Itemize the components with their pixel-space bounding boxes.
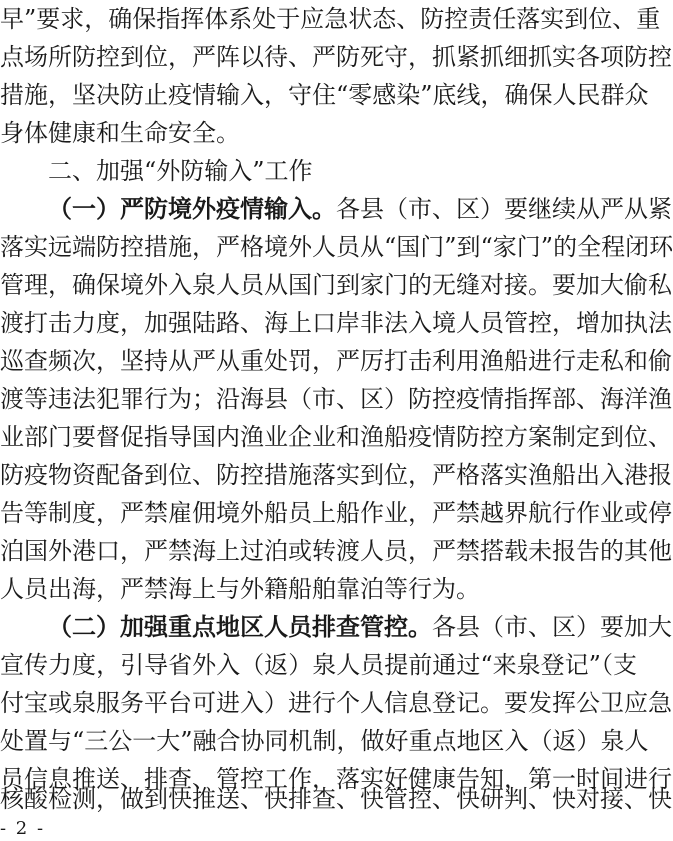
- paragraph-line: 措施，坚决防止疫情输入，守住“零感染”底线，确保人民群众: [0, 81, 649, 109]
- paragraph-line: 防疫物资配备到位、防控措施落实到位，严格落实渔船出入港报: [0, 461, 672, 489]
- subsection-text: 各县（市、区）要加大: [432, 613, 672, 641]
- paragraph-line: 早”要求，确保指挥体系处于应急状态、防控责任落实到位、重: [0, 5, 661, 33]
- paragraph-line: 人员出海，严禁海上与外籍船舶靠泊等行为。: [0, 575, 480, 603]
- paragraph-line: 核酸检测，做到快推送、快排查、快管控、快研判、快对接、快: [0, 785, 672, 813]
- section-heading: 二、加强“外防输入”工作: [48, 157, 313, 185]
- subsection-title: （一）严防境外疫情输入。: [48, 194, 336, 223]
- subsection-title: （二）加强重点地区人员排查管控。: [48, 612, 432, 641]
- paragraph-line: 付宝或泉服务平台可进入）进行个人信息登记。要发挥公卫应急: [0, 689, 672, 717]
- paragraph-line: 身体健康和生命安全。: [0, 119, 240, 147]
- paragraph-line: 宣传力度，引导省外入（返）泉人员提前通过“来泉登记”（支: [0, 651, 637, 679]
- paragraph-line: 业部门要督促指导国内渔业企业和渔船疫情防控方案制定到位、: [0, 423, 672, 451]
- paragraph-line: 告等制度，严禁雇佣境外船员上船作业，严禁越界航行作业或停: [0, 499, 672, 527]
- subsection-first-line: [48, 608, 672, 646]
- page-number: - 2 -: [0, 818, 46, 839]
- paragraph-line: 渡打击力度，加强陆路、海上口岸非法入境人员管控，增加执法: [0, 309, 672, 337]
- paragraph-line: 处置与“三公一大”融合协同机制，做好重点地区入（返）泉人: [0, 727, 649, 755]
- subsection-text: 各县（市、区）要继续从严从紧: [336, 195, 672, 223]
- paragraph-line: 管理，确保境外入泉人员从国门到家门的无缝对接。要加大偷私: [0, 271, 672, 299]
- paragraph-line: 点场所防控到位，严阵以待、严防死守，抓紧抓细抓实各项防控: [0, 43, 672, 71]
- subsection-first-line: [48, 190, 672, 228]
- paragraph-line: 渡等违法犯罪行为；沿海县（市、区）防控疫情指挥部、海洋渔: [0, 385, 672, 413]
- paragraph-line: 巡查频次，坚持从严从重处罚，严厉打击利用渔船进行走私和偷: [0, 347, 672, 375]
- paragraph-line: 泊国外港口，严禁海上过泊或转渡人员，严禁搭载未报告的其他: [0, 537, 672, 565]
- paragraph-line: 落实远端防控措施，严格境外人员从“国门”到“家门”的全程闭环: [0, 233, 673, 261]
- paragraph-line: 员信息推送、排查、管控工作，落实好健康告知，第一时间进行: [0, 765, 672, 793]
